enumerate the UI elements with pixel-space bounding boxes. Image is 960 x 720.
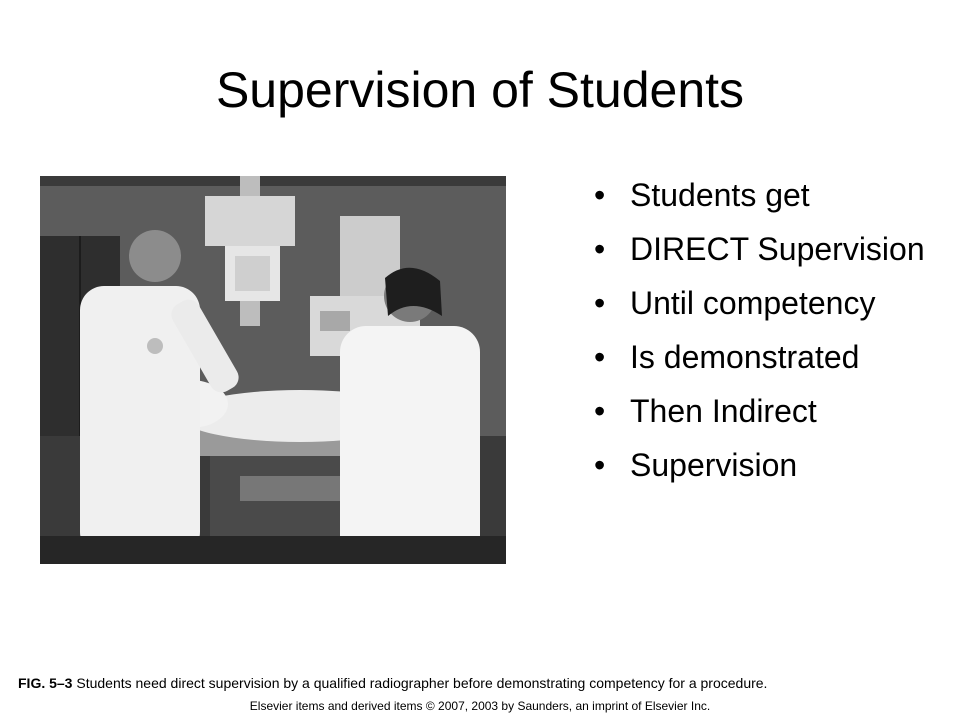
bullet-item: • Supervision <box>592 446 932 484</box>
copyright-notice: Elsevier items and derived items © 2007, 2003 by Saunders, an imprint of Elsevier Inc. <box>249 699 711 713</box>
figure-caption <box>18 674 948 692</box>
figure-caption-text: Students need direct supervision by a qualified radiographer before demonstrating competency for a procedure. <box>72 675 768 691</box>
bullet-item: • Until competency <box>592 284 932 322</box>
bullet-item: • Is demonstrated <box>592 338 932 376</box>
radiography-photo <box>40 176 506 564</box>
radiography-photo-illustration <box>40 176 506 564</box>
figure-label: FIG. 5–3 <box>18 675 73 691</box>
bullet-item: • DIRECT Supervision <box>592 230 932 268</box>
bullet-list <box>592 176 932 500</box>
bullet-item: • Students get <box>592 176 932 214</box>
bullet-item: • Then Indirect <box>592 392 932 430</box>
slide-title: Supervision of Students <box>215 62 745 118</box>
